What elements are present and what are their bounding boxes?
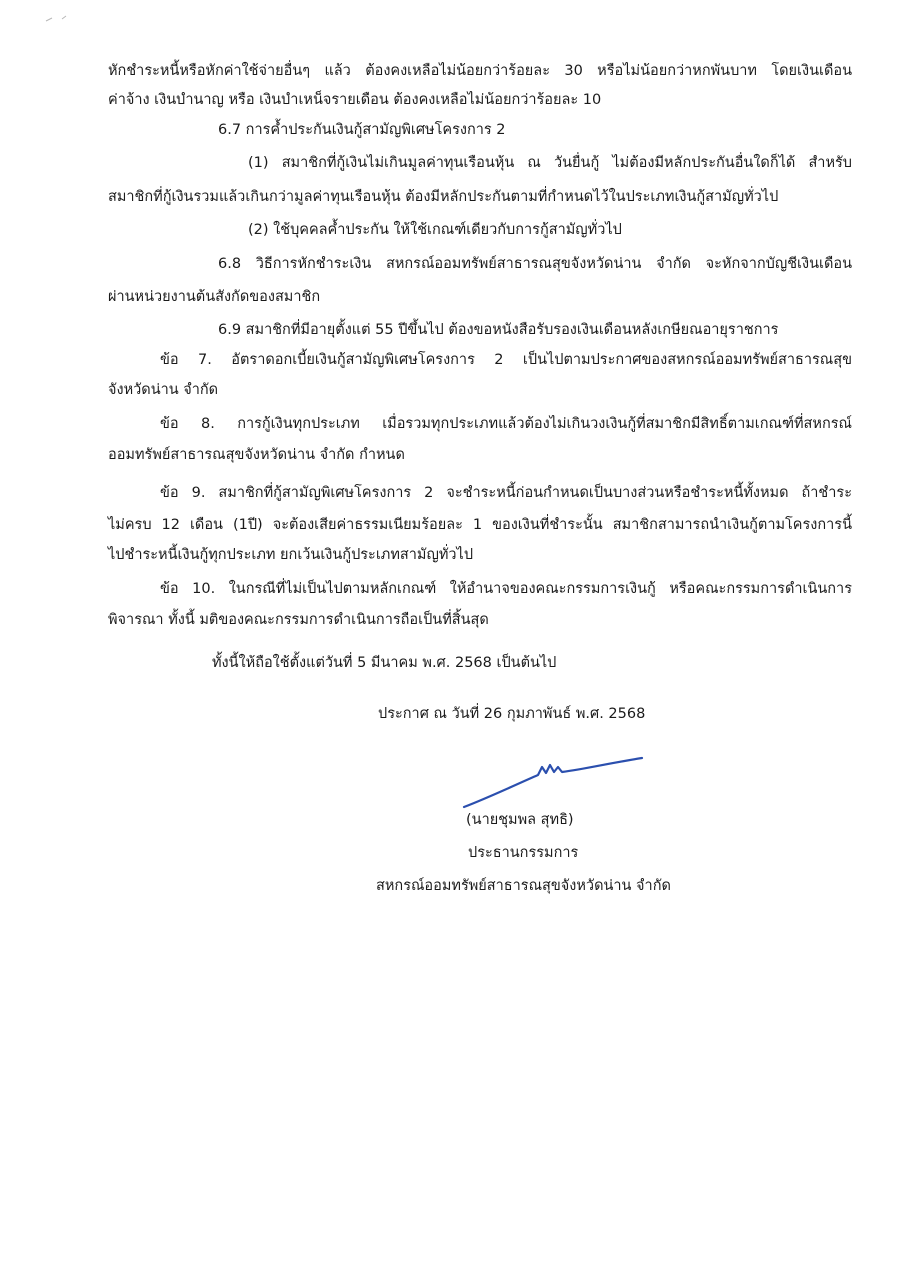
signature-stroke	[460, 755, 650, 815]
clause-7-line: ข้อ 7. อัตราดอกเบี้ยเงินกู้สามัญพิเศษโครงการ 2 เป็นไปตามประกาศของสหกรณ์ออมทรัพย์สาธารณสุข	[160, 352, 852, 368]
paragraph-line: พิจารณา ทั้งนี้ มติของคณะกรรมการดำเนินการถือเป็นที่สิ้นสุด	[108, 612, 489, 628]
paragraph-line: จังหวัดน่าน จำกัด	[108, 382, 219, 398]
signatory-name: (นายชุมพล สุทธิ)	[466, 812, 574, 828]
paragraph-line: ออมทรัพย์สาธารณสุขจังหวัดน่าน จำกัด กำหนด	[108, 447, 405, 463]
paragraph-line: หักชำระหนี้หรือหักค่าใช้จ่ายอื่นๆ แล้ว ต้องคงเหลือไม่น้อยกว่าร้อยละ 30 หรือไม่น้อยกว่าหกพันบาท โดยเงินเดือน	[108, 63, 852, 79]
signature	[460, 755, 650, 815]
paragraph-line: ค่าจ้าง เงินบำนาญ หรือ เงินบำเหน็จรายเดือน ต้องคงเหลือไม่น้อยกว่าร้อยละ 10	[108, 92, 602, 108]
paragraph-line: (1) สมาชิกที่กู้เงินไม่เกินมูลค่าทุนเรือนหุ้น ณ วันยื่นกู้ ไม่ต้องมีหลักประกันอื่นใดก็ได้ สำหรับ	[248, 155, 852, 171]
paragraph-line: 6.8 วิธีการหักชำระเงิน สหกรณ์ออมทรัพย์สาธารณสุขจังหวัดน่าน จำกัด จะหักจากบัญชีเงินเดือน	[218, 256, 852, 272]
clause-8-line: ข้อ 8. การกู้เงินทุกประเภท เมื่อรวมทุกประเภทแล้วต้องไม่เกินวงเงินกู้ที่สมาชิกมีสิทธิ์ตามเกณฑ์ที่สหกรณ์	[160, 416, 852, 432]
paragraph-line: ไปชำระหนี้เงินกู้ทุกประเภท ยกเว้นเงินกู้ประเภทสามัญทั่วไป	[108, 547, 474, 563]
signatory-organization: สหกรณ์ออมทรัพย์สาธารณสุขจังหวัดน่าน จำกัด	[376, 878, 671, 894]
paragraph-line: (2) ใช้บุคคลค้ำประกัน ให้ใช้เกณฑ์เดียวกับการกู้สามัญทั่วไป	[248, 222, 622, 238]
paragraph-line: สมาชิกที่กู้เงินรวมแล้วเกินกว่ามูลค่าทุนเรือนหุ้น ต้องมีหลักประกันตามที่กำหนดไว้ในประเภทเงินกู้สามัญทั่วไป	[108, 189, 779, 205]
clause-9-line: ข้อ 9. สมาชิกที่กู้สามัญพิเศษโครงการ 2 จะชำระหนี้ก่อนกำหนดเป็นบางส่วนหรือชำระหนี้ทั้งหมด ถ้าชำระ	[160, 485, 852, 501]
paragraph-line: 6.9 สมาชิกที่มีอายุตั้งแต่ 55 ปีขึ้นไป ต้องขอหนังสือรับรองเงินเดือนหลังเกษียณอายุราชการ	[218, 322, 779, 338]
effective-date-line: ทั้งนี้ให้ถือใช้ตั้งแต่วันที่ 5 มีนาคม พ.ศ. 2568 เป็นต้นไป	[212, 655, 557, 671]
scan-artifact-mark	[44, 12, 72, 24]
paragraph-line: ผ่านหน่วยงานต้นสังกัดของสมาชิก	[108, 289, 321, 305]
clause-10-line: ข้อ 10. ในกรณีที่ไม่เป็นไปตามหลักเกณฑ์ ให้อำนาจของคณะกรรมการเงินกู้ หรือคณะกรรมการดำเนินการ	[160, 581, 852, 597]
section-heading: 6.7 การค้ำประกันเงินกู้สามัญพิเศษโครงการ 2	[218, 122, 506, 138]
signatory-position: ประธานกรรมการ	[468, 845, 579, 861]
paragraph-line: ไม่ครบ 12 เดือน (1ปี) จะต้องเสียค่าธรรมเนียมร้อยละ 1 ของเงินที่ชำระนั้น สมาชิกสามารถนำเงินกู้ตามโครงการนี้	[108, 517, 852, 533]
announcement-date-line: ประกาศ ณ วันที่ 26 กุมภาพันธ์ พ.ศ. 2568	[378, 706, 646, 722]
